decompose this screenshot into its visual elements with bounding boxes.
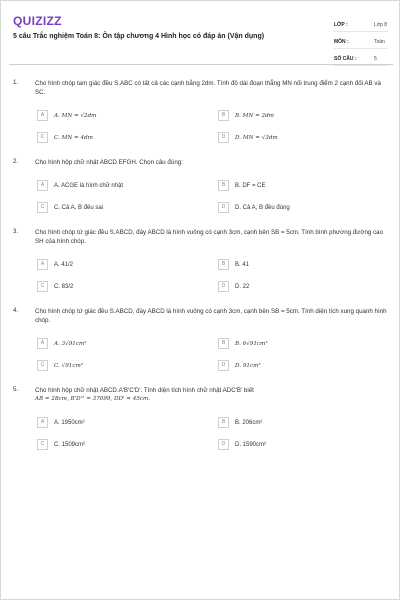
option-letter: D: [218, 281, 229, 292]
question-text: [35, 386, 387, 404]
option-letter: B: [218, 110, 229, 121]
option-c[interactable]: [37, 360, 83, 371]
option-letter: D: [218, 439, 229, 450]
option-text: D. 22: [235, 283, 250, 290]
meta-key: LỚP :: [334, 22, 348, 28]
option-a[interactable]: [37, 417, 85, 428]
option-c[interactable]: [37, 281, 73, 292]
option-text: C. Cả A, B đều sai: [54, 204, 104, 211]
option-text: D. 91cm²: [235, 362, 261, 369]
option-letter: A: [37, 180, 48, 191]
meta-value: Lớp 8: [374, 22, 388, 28]
option-text: B. 206cm²: [235, 419, 263, 426]
option-letter: C: [37, 360, 48, 371]
question-number: 2.: [13, 158, 19, 165]
option-text: A. 41/2: [54, 261, 74, 268]
option-letter: A: [37, 259, 48, 270]
option-letter: B: [218, 417, 229, 428]
question-text: Cho hình chóp tứ giác đều S.ABCD, đáy ABCD là hình vuông có cạnh 3cm, cạnh bên SB = 5cm. Tính diện tích xung quanh hình chóp.: [35, 308, 387, 324]
option-text: A. 1950cm²: [54, 419, 85, 426]
question-number: 4.: [13, 307, 19, 314]
option-text: D. 1590cm²: [235, 441, 267, 448]
option-a[interactable]: [37, 180, 123, 191]
meta-row-subject: [334, 32, 388, 49]
question-number: 5.: [13, 386, 19, 393]
option-letter: C: [37, 281, 48, 292]
option-letter: C: [37, 132, 48, 143]
question-text: Cho hình chóp tam giác đều S.ABC có tất cả các cạnh bằng 2dm. Tính độ dài đoạn thẳng MN nối trung điểm 2 cạnh đối AB và SC.: [35, 80, 381, 96]
meta-key: SỐ CÂU :: [334, 56, 357, 62]
page-title: 5 câu Trắc nghiệm Toán 8: Ôn tập chương 4 Hình học có đáp án (Vận dụng): [13, 33, 265, 40]
option-b[interactable]: [218, 417, 262, 428]
option-a[interactable]: [37, 259, 73, 270]
option-d[interactable]: [218, 281, 249, 292]
option-letter: A: [37, 110, 48, 121]
meta-row-grade: [334, 15, 388, 32]
meta-panel: [334, 15, 388, 66]
option-c[interactable]: [37, 132, 93, 143]
question-text-line: Cho hình hộp chữ nhật ABCD.A'B'C'D'. Tính diện tích hình chữ nhật ADC'B' biết: [35, 387, 254, 394]
option-c[interactable]: [37, 202, 103, 213]
option-text: C. MN = 4dm: [54, 134, 93, 141]
option-c[interactable]: [37, 439, 85, 450]
quizizz-logo: QUIZIZZ: [13, 14, 62, 28]
option-letter: A: [37, 417, 48, 428]
option-text: B. DF = CE: [235, 182, 266, 189]
option-letter: C: [37, 202, 48, 213]
option-a[interactable]: [37, 338, 87, 349]
option-text: C. 83/2: [54, 283, 74, 290]
option-text: A. ACGE là hình chữ nhật: [54, 182, 124, 189]
meta-value: 5: [374, 56, 377, 62]
option-text: B. 6√91cm²: [235, 340, 268, 347]
option-letter: D: [218, 132, 229, 143]
option-d[interactable]: [218, 360, 261, 371]
option-text: C. 1509cm²: [54, 441, 86, 448]
option-a[interactable]: [37, 110, 96, 121]
option-d[interactable]: [218, 439, 266, 450]
option-text: B. 41: [235, 261, 250, 268]
question-formula: AB = 28cm, B'D'² = 37099, DD' = 45cm.: [35, 396, 151, 402]
option-letter: B: [218, 259, 229, 270]
option-b[interactable]: [218, 180, 266, 191]
question-number: 1.: [13, 79, 19, 86]
option-text: B. MN = 2dm: [235, 112, 274, 119]
option-text: A. 3√91cm²: [54, 340, 87, 347]
option-d[interactable]: [218, 132, 278, 143]
header-divider: [9, 64, 393, 65]
option-text: D. MN = √3dm: [235, 134, 278, 141]
option-b[interactable]: [218, 110, 274, 121]
option-b[interactable]: [218, 259, 249, 270]
option-letter: D: [218, 202, 229, 213]
option-text: C. √91cm²: [54, 362, 83, 369]
option-letter: B: [218, 338, 229, 349]
question-number: 3.: [13, 228, 19, 235]
question-text: Cho hình hộp chữ nhật ABCD.EFGH. Chọn câu đúng:: [35, 159, 183, 166]
meta-key: MÔN :: [334, 39, 349, 45]
option-letter: D: [218, 360, 229, 371]
option-letter: B: [218, 180, 229, 191]
option-letter: C: [37, 439, 48, 450]
option-text: D. Cả A, B đều đúng: [235, 204, 290, 211]
option-b[interactable]: [218, 338, 268, 349]
option-letter: A: [37, 338, 48, 349]
option-text: A. MN = √2dm: [54, 112, 97, 119]
meta-value: Toán: [374, 39, 385, 45]
option-d[interactable]: [218, 202, 290, 213]
question-text: Cho hình chóp tứ giác đều S.ABCD, đáy ABCD là hình vuông có cạnh 3cm, cạnh bên SB = 5cm. Tính bình phương đường cao SH của hình chóp.: [35, 229, 384, 245]
